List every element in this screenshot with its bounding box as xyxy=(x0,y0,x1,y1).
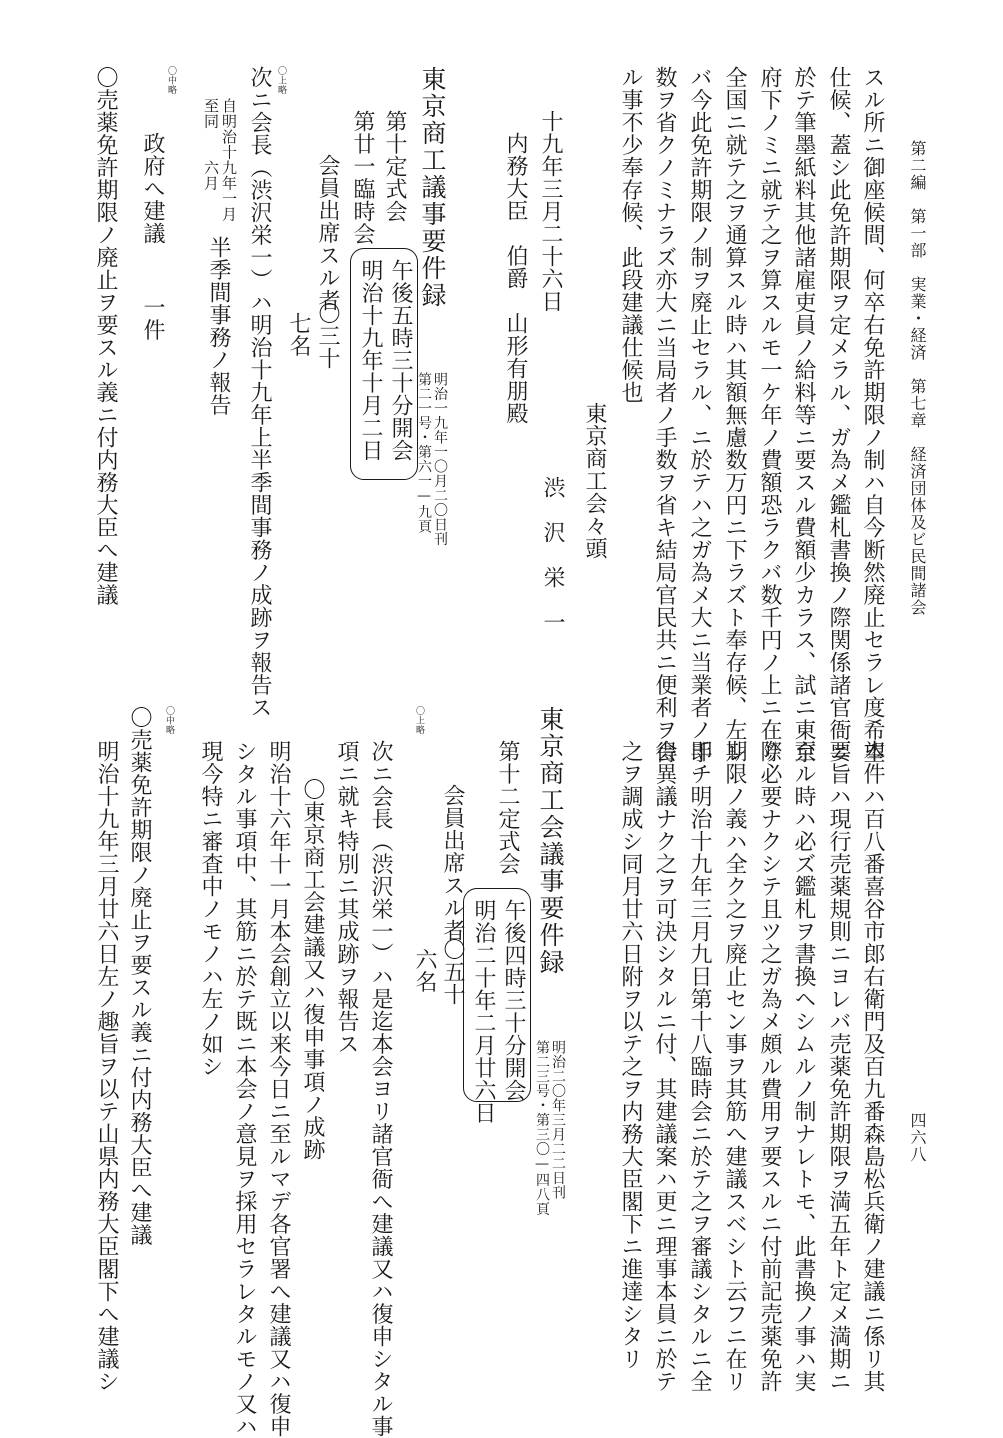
source-line: 明治一九年一〇月二〇日刊 xyxy=(432,372,448,546)
bottom-text-line: 会異議ナク之ヲ可決シタルニ付、其建議案ハ更ニ理事本員ニ於テ xyxy=(652,740,677,1393)
meeting-name: 第廿一臨時会 xyxy=(350,110,375,245)
record-title: 東京商工議事要件録 xyxy=(418,66,447,309)
bottom-text-line: 要旨ハ現行売薬規則ニヨレバ売薬免許期限ヲ満五年ト定メ満期ニ xyxy=(826,740,851,1393)
omission-mark: 〇中略 xyxy=(164,706,174,735)
period-range: 自明治十九年一月 xyxy=(220,98,238,222)
chairman-report-line: 次ニ会長（渋沢栄一）ハ是迄本会ヨリ諸官衙へ建議又ハ復申シタル事 xyxy=(368,740,393,1438)
attendance-label: 会員出席スル者 xyxy=(440,784,465,942)
top-text-line: スル所ニ御座候間、何卒右免許期限ノ制ハ自今断然廃止セラレ度希望 xyxy=(860,66,885,764)
omission-mark: 〇上略 xyxy=(414,706,424,735)
meeting-name: 第十二定式会 xyxy=(495,740,520,875)
source-line: 第二一号・第六一—九頁 xyxy=(416,372,432,534)
page-number: 四六八 xyxy=(908,1112,927,1163)
bottom-text-line: 至ル時ハ必ズ鑑札ヲ書換ヘシムルノ制ナレトモ、此書換ノ事ハ実 xyxy=(791,740,816,1393)
chairman-report: 次ニ会長（渋沢栄一）ハ明治十九年上半季間事務ノ成跡ヲ報告ス xyxy=(247,66,272,719)
section-heading: 〇東京商工会建議又ハ復申事項ノ成跡 xyxy=(300,778,325,1161)
top-text-line: バ今此免許期限ノ制ヲ廃止セラル、ニ於テハ之ガ為メ大ニ当業者ノ手 xyxy=(687,66,712,764)
meeting-date: 明治十九年十月二日 xyxy=(358,259,383,462)
omission-mark: 〇上略 xyxy=(276,66,286,95)
report-label: 半季間事務ノ報告 xyxy=(206,236,231,416)
addressee: 内務大臣 伯爵 山形有朋殿 xyxy=(503,132,528,425)
attendance-number: 〇三十 xyxy=(315,302,340,370)
chairman-report-line: 項ニ就キ特別ニ其成跡ヲ報告ス xyxy=(334,740,359,1055)
government-petitions-count: 一件 xyxy=(140,296,165,341)
record-title: 東京商工会議事要件録 xyxy=(536,706,565,976)
date: 十九年三月二十六日 xyxy=(538,110,563,313)
attendance-number: 六名 xyxy=(412,948,437,993)
source-line: 第二三号・第三〇—四八頁 xyxy=(534,1040,550,1216)
section-text-line: 明治十六年十一月本会創立以来今日ニ至ルマデ各官署へ建議又ハ復申 xyxy=(266,740,291,1438)
attendance-number: 〇五十 xyxy=(440,938,465,1006)
government-petitions-label: 政府へ建議 xyxy=(140,132,165,245)
bottom-text-line: 即チ明治十九年三月九日第十八臨時会ニ於テ之ヲ審議シタルニ全 xyxy=(687,740,712,1393)
meeting-name: 第十定式会 xyxy=(382,110,407,223)
top-text-line: 全国ニ就テ之ヲ通算スル時ハ其額無慮数万円ニ下ラズト奉存候、左レ xyxy=(722,66,747,764)
meeting-datetime-bracket xyxy=(350,248,418,480)
final-line: 明治十九年三月廿六日左ノ趣旨ヲ以テ山県内務大臣閣下へ建議シ xyxy=(94,740,119,1393)
source-line: 明治二〇年三月二二日刊 xyxy=(550,1040,566,1200)
attendance-label: 会員出席スル者 xyxy=(315,154,340,312)
meeting-datetime-bracket xyxy=(463,888,531,1124)
meeting-date: 明治二十年二月廿六日 xyxy=(471,899,496,1124)
top-text-line: 数ヲ省クノミナラズ亦大ニ当局者ノ手数ヲ省キ結局官民共ニ便利ヲ得 xyxy=(652,66,677,764)
attendance-number: 七名 xyxy=(286,312,311,357)
top-text-line: 於テ筆墨紙料其他諸雇吏員ノ給料等ニ要スル費額少カラス、試ニ東京 xyxy=(791,66,816,764)
bottom-text-line: 之ヲ調成シ同月廿六日附ヲ以テ之ヲ内務大臣閣下ニ進達シタリ xyxy=(618,740,643,1370)
sender-title: 東京商工会々頭 xyxy=(582,402,607,560)
section-text-line: シタル事項中、其筋ニ於テ既ニ本会ノ意見ヲ採用セラレタルモノ又ハ xyxy=(232,740,257,1438)
running-title: 第二編 第一部 実業・経済 第七章 経済団体及ビ民間諸会 xyxy=(908,140,927,616)
top-text-line: ル事不少奉存候、此段建議仕候也 xyxy=(618,66,643,404)
bottom-text-line: 際必要ナクシテ且ツ之ガ為メ頗ル費用ヲ要スルニ付前記売薬免許 xyxy=(757,740,782,1393)
meeting-time: 午後五時三十分開会 xyxy=(388,259,413,462)
meeting-time: 午後四時三十分開会 xyxy=(501,899,526,1102)
section-text-line: 現今特ニ審査中ノモノハ左ノ如シ xyxy=(198,740,223,1078)
omission-mark: 〇中略 xyxy=(166,66,176,95)
proposal-heading: 〇売薬免許期限ノ廃止ヲ要スル義ニ付内務大臣へ建議 xyxy=(93,66,118,606)
period-range: 至同 六月 xyxy=(202,98,220,191)
bottom-text-line: 本件ハ百八番喜谷市郎右衛門及百九番森島松兵衛ノ建議ニ係リ其 xyxy=(860,740,885,1393)
sender-name: 渋 沢 栄 一 xyxy=(540,476,565,634)
bottom-text-line: 期限ノ義ハ全ク之ヲ廃止セン事ヲ其筋へ建議スベシト云フニ在リ xyxy=(722,740,747,1393)
top-text-line: 府下ノミニ就テ之ヲ算スルモ一ケ年ノ費額恐ラクバ数千円ノ上ニ在リ xyxy=(757,66,782,764)
proposal-heading: 〇売薬免許期限ノ廃止ヲ要スル義ニ付内務大臣へ建議 xyxy=(127,706,152,1246)
top-text-line: 仕候、蓋シ此免許期限ヲ定メラル、ガ為メ鑑札書換ノ際関係諸官衙ニ xyxy=(826,66,851,764)
